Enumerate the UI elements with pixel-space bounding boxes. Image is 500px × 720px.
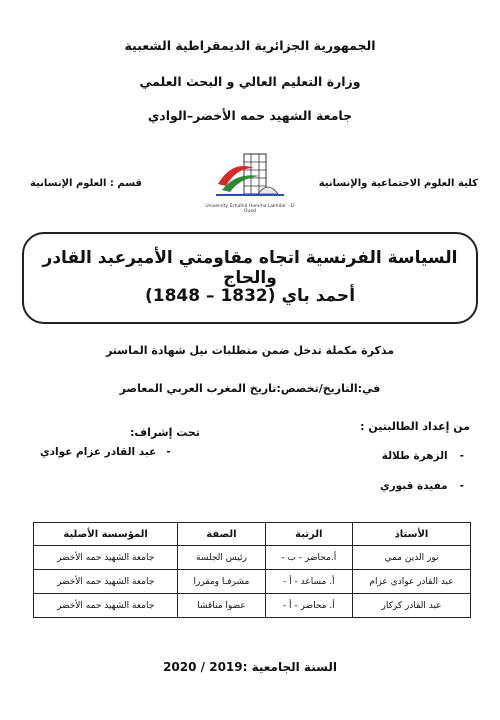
supervision-label: تحت إشراف: bbox=[130, 426, 200, 439]
student-name: -مفيدة قبوري bbox=[379, 480, 464, 492]
jury-cell: أ. محاضر - أ - bbox=[265, 594, 352, 618]
university-logo bbox=[214, 150, 286, 202]
jury-table bbox=[33, 522, 471, 618]
students-label: من إعداد الطالبتين : bbox=[360, 420, 470, 433]
jury-cell: جامعة الشهيد حمه الأخضر bbox=[34, 546, 178, 570]
table-row bbox=[34, 546, 471, 570]
faculty-label: كلية العلوم الاجتماعية والإنسانية bbox=[318, 178, 478, 189]
logo-caption: University Echahid Hamma Lakhdar - El Oued bbox=[205, 204, 295, 214]
header-university: جامعة الشهيد حمه الأخضر–الوادي bbox=[147, 108, 353, 123]
specialty-line: في:التاريخ/تخصص:تاريخ المغرب العربي المعاصر bbox=[119, 382, 381, 395]
jury-cell: رئيس الجلسة bbox=[178, 546, 265, 570]
jury-cell: أ.محاضر - ب - bbox=[265, 546, 352, 570]
jury-header-row bbox=[34, 523, 471, 546]
jury-header-cell: الأستاذ bbox=[353, 523, 471, 546]
student-name: -الزهرة طلالة bbox=[381, 450, 464, 462]
table-row bbox=[34, 570, 471, 594]
academic-year: السنة الجامعية :2019 / 2020 bbox=[163, 660, 337, 674]
jury-cell: عبد القادر عوادي عزام bbox=[353, 570, 471, 594]
department-label: قسم : العلوم الإنسانية bbox=[30, 178, 142, 189]
jury-cell: جامعة الشهيد حمه الأخضر bbox=[34, 594, 178, 618]
header-ministry: وزارة التعليم العالي و البحث العلمي bbox=[139, 74, 361, 89]
memo-statement: مذكرة مكملة تدخل ضمن متطلبات نيل شهادة الماستر bbox=[105, 344, 395, 357]
jury-cell: نور الدين ممي bbox=[353, 546, 471, 570]
jury-cell: عضوا مناقشا bbox=[178, 594, 265, 618]
thesis-title-line1: السياسة الفرنسية اتجاه مقاومتي الأميرعبد القادر والحاج bbox=[42, 248, 458, 288]
jury-header-cell: الصفة bbox=[178, 523, 265, 546]
jury-header-cell: الرتبة bbox=[265, 523, 352, 546]
supervisor-name: -عبد القادر عزام عوادي bbox=[40, 446, 171, 458]
header-republic: الجمهورية الجزائرية الديمقراطية الشعبية bbox=[124, 38, 376, 53]
jury-cell: أ. مساعد - أ - bbox=[265, 570, 352, 594]
thesis-title-line2: أحمد باي (1832 – 1848) bbox=[144, 286, 356, 306]
jury-header-cell: المؤسسة الأصلية bbox=[34, 523, 178, 546]
jury-cell: جامعة الشهيد حمه الأخضر bbox=[34, 570, 178, 594]
jury-cell: عبد القادر كركار bbox=[353, 594, 471, 618]
table-row bbox=[34, 594, 471, 618]
jury-cell: مشرفـا ومقررا bbox=[178, 570, 265, 594]
